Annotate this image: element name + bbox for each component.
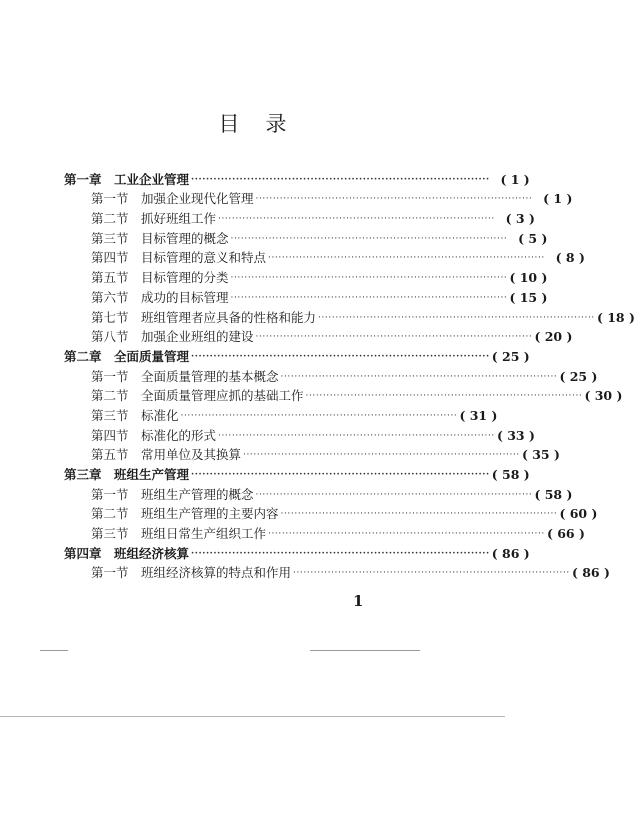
- toc-entry-title: 全面质量管理应抓的基础工作: [141, 388, 304, 404]
- scan-artifact-line: [310, 650, 420, 651]
- toc-section-row: [64, 423, 535, 443]
- toc-leader-dots: ················································································: [268, 253, 545, 264]
- toc-entry-title: 成功的目标管理: [141, 289, 229, 305]
- toc-entry-title: 标准化的形式: [141, 427, 217, 443]
- toc-leader-dots: ················································································: [280, 509, 558, 520]
- toc-entry-number: 第一章: [64, 171, 102, 187]
- toc-entry-number: 第四章: [64, 545, 102, 561]
- toc-leader-dots: ················································································: [318, 312, 595, 323]
- toc-leader-dots: ················································································: [255, 332, 533, 343]
- toc-entry-title: 加强企业现代化管理: [141, 191, 254, 207]
- toc-section-row: [64, 521, 585, 542]
- toc-entry-number: 第八节: [91, 329, 129, 345]
- toc-leader-dots: ················································································: [268, 529, 545, 540]
- toc-entry-page: ( 60 ): [559, 506, 598, 522]
- toc-section-row: [64, 561, 610, 581]
- toc-entry-page: ( 20 ): [534, 329, 573, 345]
- toc-entry-title: 常用单位及其换算: [141, 447, 242, 463]
- toc-entry-page: ( 66 ): [546, 526, 585, 542]
- toc-leader-dots: ················································································: [191, 470, 490, 480]
- toc-entry-number: 第三节: [91, 407, 129, 423]
- toc-section-row: [64, 384, 623, 404]
- toc-entry-title: 班组经济核算: [114, 545, 190, 561]
- toc-section-row: [64, 206, 535, 227]
- toc-entry-title: 班组生产管理: [114, 467, 190, 482]
- toc-section-row: [64, 226, 548, 246]
- page-number: 1: [353, 592, 364, 610]
- toc-entry-title: 标准化: [141, 407, 179, 423]
- toc-entry-number: 第四节: [91, 250, 129, 266]
- toc-entry-page: ( 31 ): [459, 407, 498, 423]
- toc-entry-number: 第四节: [91, 427, 129, 443]
- toc-entry-title: 工业企业管理: [114, 171, 190, 187]
- toc-section-row: [64, 502, 598, 522]
- toc-leader-dots: ················································································: [191, 174, 490, 185]
- toc-leader-dots: ················································································: [191, 548, 490, 559]
- toc-entry-title: 目标管理的意义和特点: [141, 250, 267, 266]
- toc-entry-title: 抓好班组工作: [141, 211, 217, 227]
- toc-section-row: [64, 265, 548, 286]
- toc-entry-number: 第一节: [91, 191, 129, 207]
- toc-entry-page: ( 25 ): [559, 368, 598, 384]
- toc-entry-page: ( 58 ): [491, 467, 530, 482]
- toc-entry-number: 第一节: [91, 486, 129, 502]
- toc-entry-number: 第三节: [91, 230, 129, 246]
- toc-leader-dots: ················································································: [218, 214, 495, 225]
- toc-entry-number: 第五节: [91, 270, 129, 286]
- toc-entry-title: 班组生产管理的主要内容: [141, 506, 279, 522]
- toc-entry-page: ( 25 ): [491, 348, 530, 364]
- toc-entry-number: 第七节: [91, 309, 129, 325]
- toc-entry-page: ( 35 ): [521, 447, 560, 463]
- toc-entry-title: 全面质量管理的基本概念: [141, 368, 279, 384]
- toc-leader-dots: ················································································: [255, 489, 533, 500]
- toc-leader-dots: ················································································: [230, 273, 508, 284]
- toc-leader-dots: ················································································: [243, 450, 520, 461]
- toc-entry-page: ( 5 ): [518, 230, 548, 246]
- toc-entry-page: ( 18 ): [596, 309, 635, 325]
- toc-leader-dots: ················································································: [191, 351, 490, 362]
- toc-section-row: [64, 325, 573, 345]
- toc-entry-title: 全面质量管理: [114, 348, 190, 364]
- toc-section-row: [64, 246, 585, 266]
- toc-entry-page: ( 1 ): [543, 191, 573, 207]
- toc-section-row: [64, 305, 635, 325]
- toc-leader-dots: ················································································: [280, 371, 558, 382]
- toc-entry-page: ( 8 ): [555, 250, 585, 266]
- scan-artifact-line: [40, 650, 68, 651]
- toc-section-row: [64, 443, 560, 463]
- toc-leader-dots: ················································································: [255, 194, 533, 205]
- toc-section-row: [64, 285, 548, 305]
- toc-leader-dots: ················································································: [180, 410, 458, 421]
- toc-entry-title: 目标管理的分类: [141, 270, 229, 286]
- toc-entry-page: ( 33 ): [496, 427, 535, 443]
- toc-entry-number: 第二节: [91, 388, 129, 404]
- toc-entry-title: 班组经济核算的特点和作用: [141, 565, 292, 581]
- toc-leader-dots: ················································································: [293, 568, 570, 579]
- toc-entry-title: 班组生产管理的概念: [141, 486, 254, 502]
- toc-leader-dots: ················································································: [218, 430, 495, 441]
- toc-entry-number: 第三节: [91, 526, 129, 542]
- toc-entry-page: ( 1 ): [500, 171, 530, 187]
- toc-entry-number: 第五节: [91, 447, 129, 463]
- toc-entry-title: 班组管理者应具备的性格和能力: [141, 309, 317, 325]
- toc-section-row: [64, 364, 598, 384]
- toc-entry-page: ( 10 ): [509, 270, 548, 286]
- toc-section-row: [64, 187, 573, 207]
- toc-entry-number: 第三章: [64, 467, 102, 482]
- toc-entry-page: ( 58 ): [534, 486, 573, 502]
- toc-chapter-row: [64, 462, 530, 482]
- toc-chapter-row: [64, 167, 530, 187]
- toc-chapter-row: [64, 344, 530, 364]
- toc-entry-title: 班组日常生产组织工作: [141, 526, 267, 542]
- toc-entry-page: ( 15 ): [509, 289, 548, 305]
- toc-leader-dots: ················································································: [305, 391, 583, 402]
- toc-entry-number: 第一节: [91, 565, 129, 581]
- toc-entry-number: 第二节: [91, 211, 129, 227]
- page-title: 目录: [218, 112, 313, 136]
- scan-artifact-line: [0, 716, 505, 717]
- toc-entry-number: 第六节: [91, 289, 129, 305]
- toc-entry-number: 第一节: [91, 368, 129, 384]
- toc-entry-page: ( 86 ): [571, 565, 610, 581]
- table-of-contents: [64, 167, 635, 581]
- toc-entry-number: 第二章: [64, 348, 102, 364]
- toc-entry-title: 加强企业班组的建设: [141, 329, 254, 345]
- toc-entry-page: ( 3 ): [505, 211, 535, 227]
- toc-leader-dots: ················································································: [230, 292, 508, 303]
- toc-chapter-row: [64, 541, 530, 561]
- toc-leader-dots: ················································································: [230, 233, 508, 244]
- toc-section-row: [64, 482, 573, 502]
- toc-entry-title: 目标管理的概念: [141, 230, 229, 246]
- toc-entry-page: ( 30 ): [584, 388, 623, 404]
- toc-entry-page: ( 86 ): [491, 545, 530, 561]
- toc-section-row: [64, 403, 498, 423]
- toc-entry-number: 第二节: [91, 506, 129, 522]
